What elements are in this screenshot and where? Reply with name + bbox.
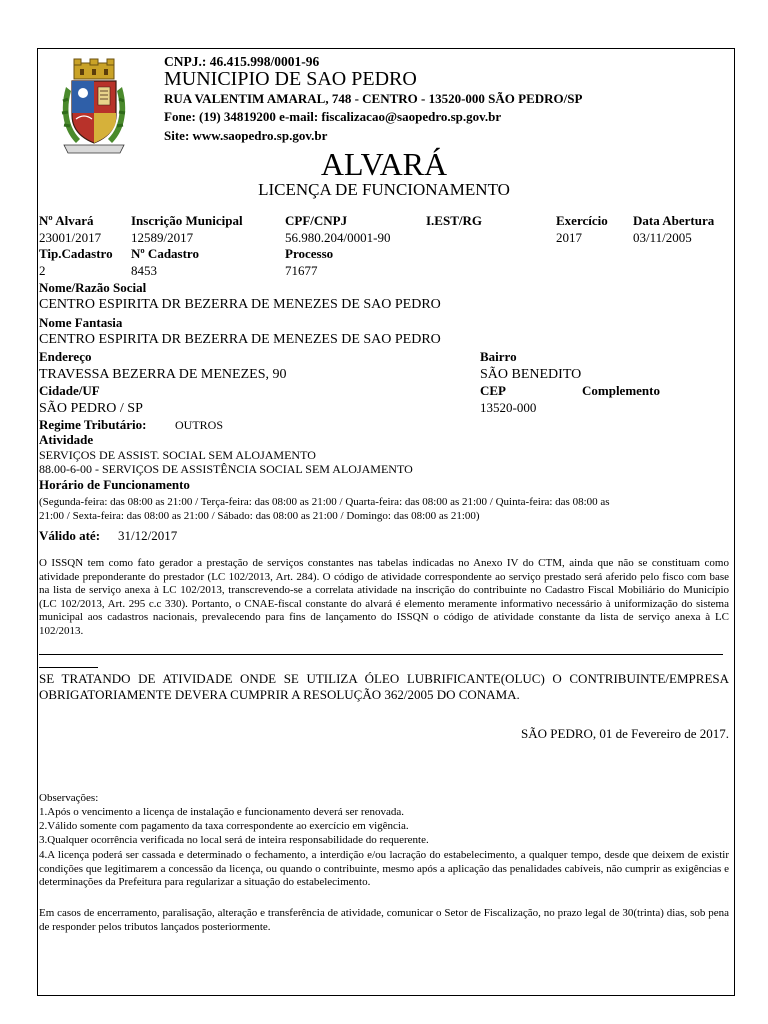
label-complemento: Complemento: [582, 383, 660, 398]
atividade-descricao: SERVIÇOS DE ASSIST. SOCIAL SEM ALOJAMENTO: [39, 448, 316, 462]
divider-line: [39, 654, 723, 655]
label-cidade-uf: Cidade/UF: [39, 383, 100, 398]
label-cep: CEP: [480, 383, 506, 398]
value-nome-razao: CENTRO ESPIRITA DR BEZERRA DE MENEZES DE SAO PEDRO: [39, 297, 441, 312]
value-valido-ate: 31/12/2017: [118, 528, 178, 543]
value-numero-cadastro: 8453: [131, 263, 157, 278]
label-nome-fantasia: Nome Fantasia: [39, 315, 123, 330]
observacao-item-3: 3.Qualquer ocorrência verificada no local será de inteira responsabilidade do requerente.: [39, 834, 429, 846]
divider-short-line: [39, 667, 98, 668]
label-tip-cadastro: Tip.Cadastro: [39, 246, 113, 261]
label-observacoes: Observações:: [39, 792, 99, 804]
label-valido-ate: Válido até:: [39, 528, 101, 543]
atividade-cnae: 88.00-6-00 - SERVIÇOS DE ASSISTÊNCIA SOCIAL SEM ALOJAMENTO: [39, 462, 413, 476]
prefeitura-contact: Fone: (19) 34819200 e-mail: fiscalizacao@saopedro.sp.gov.br: [164, 109, 502, 124]
label-regime-tributario: Regime Tributário:: [39, 417, 147, 432]
prefeitura-site: Site: www.saopedro.sp.gov.br: [164, 128, 328, 143]
oluc-notice: SE TRATANDO DE ATIVIDADE ONDE SE UTILIZA ÓLEO LUBRIFICANTE(OLUC) O CONTRIBUINTE/EMPRESA OBRIGATORIAMENTE DEVERA CUMPRIR A RESOLUÇÃO 362/2005 DO CONAMA.: [39, 671, 729, 702]
value-cidade-uf: SÃO PEDRO / SP: [39, 401, 143, 416]
observacao-item-4: 4.A licença poderá ser cassada e determinado o fechamento, a interdição e/ou lacração do estabelecimento, a qualquer tempo, desde que deixem de existir condições que legitimarem a concessão da licença, ou quando o contribuinte, mesmo após a aplicação das penalidades cabíveis, não cumprir as exigências e determinações da Prefeitura para regularizar a situação do estabelecimento.: [39, 849, 729, 888]
issqn-paragraph: O ISSQN tem como fato gerador a prestação de serviços constantes nas tabelas indicadas no Anexo IV do CTM, ainda que não se constituam como atividade preponderante do prestador (LC 102/2013, Art. 284). O código de atividade correspondente ao serviço prestado será aferido pelo fisco com base na lista de serviço anexa à LC 102/2013, transcrevendo-se a correlata atividade na inscrição do contribuinte no Cadastro Fiscal Mobiliário do Município (LC 102/2013, Art. 295 c.c 330). Portanto, o CNAE-fiscal constante do alvará é elemento meramente informativo necessário à uniformização do sistema municipal aos cadastros nacionais, prevalecendo para fins de lançamento do ISSQN o código de atividade constante da lista de serviço anexa à LC 102/2013.: [39, 557, 729, 637]
label-atividade: Atividade: [39, 432, 94, 447]
label-endereco: Endereço: [39, 349, 92, 364]
label-numero-alvara: Nº Alvará: [39, 213, 94, 228]
issue-date-place: SÃO PEDRO, 01 de Fevereiro de 2017.: [521, 726, 729, 741]
label-numero-cadastro: Nº Cadastro: [131, 246, 199, 261]
municipal-crest-icon: [58, 57, 130, 157]
document-subtitle: LICENÇA DE FUNCIONAMENTO: [258, 180, 510, 199]
cnpj-prefeitura: CNPJ.: 46.415.998/0001-96: [164, 54, 320, 69]
encerramento-notice: Em casos de encerramento, paralisação, alteração e transferência de atividade, comunicar o Setor de Fiscalização, no prazo legal de 30(trinta) dias, sob pena de responder pelos tributos lançados posteriormente.: [39, 907, 729, 933]
label-processo: Processo: [285, 246, 334, 261]
observacao-item-2: 2.Válido somente com pagamento da taxa correspondente ao exercício em vigência.: [39, 820, 409, 832]
prefeitura-address: RUA VALENTIM AMARAL, 748 - CENTRO - 13520-000 SÃO PEDRO/SP: [164, 91, 583, 106]
value-numero-alvara: 23001/2017: [39, 230, 102, 245]
label-nome-razao: Nome/Razão Social: [39, 280, 147, 295]
label-bairro: Bairro: [480, 349, 517, 364]
value-processo: 71677: [285, 263, 318, 278]
value-nome-fantasia: CENTRO ESPIRITA DR BEZERRA DE MENEZES DE SAO PEDRO: [39, 332, 441, 347]
value-endereco: TRAVESSA BEZERRA DE MENEZES, 90: [39, 367, 287, 382]
label-horario: Horário de Funcionamento: [39, 477, 190, 492]
label-data-abertura: Data Abertura: [633, 213, 715, 228]
value-regime-tributario: OUTROS: [175, 418, 224, 432]
document-title: ALVARÁ: [320, 146, 448, 182]
value-exercicio: 2017: [556, 230, 582, 245]
municipio-name: MUNICIPIO DE SAO PEDRO: [164, 68, 417, 90]
label-iest-rg: I.EST/RG: [426, 213, 482, 228]
label-cpf-cnpj: CPF/CNPJ: [285, 213, 348, 228]
value-bairro: SÃO BENEDITO: [480, 367, 582, 382]
value-inscricao-municipal: 12589/2017: [131, 230, 194, 245]
value-data-abertura: 03/11/2005: [633, 230, 692, 245]
label-exercicio: Exercício: [556, 213, 608, 228]
value-cpf-cnpj: 56.980.204/0001-90: [285, 230, 391, 245]
horario-line-1: (Segunda-feira: das 08:00 as 21:00 / Terça-feira: das 08:00 as 21:00 / Quarta-feira: das 08:00 as 21:00 / Quinta-feira: das 08:00 as: [39, 496, 610, 508]
horario-line-2: 21:00 / Sexta-feira: das 08:00 as 21:00 / Sábado: das 08:00 as 21:00 / Domingo: das 08:00 as 21:00): [39, 510, 480, 522]
label-inscricao-municipal: Inscrição Municipal: [131, 213, 243, 228]
observacao-item-1: 1.Após o vencimento a licença de instalação e funcionamento deverá ser renovada.: [39, 806, 404, 818]
value-cep: 13520-000: [480, 400, 537, 415]
value-tip-cadastro: 2: [39, 263, 46, 278]
